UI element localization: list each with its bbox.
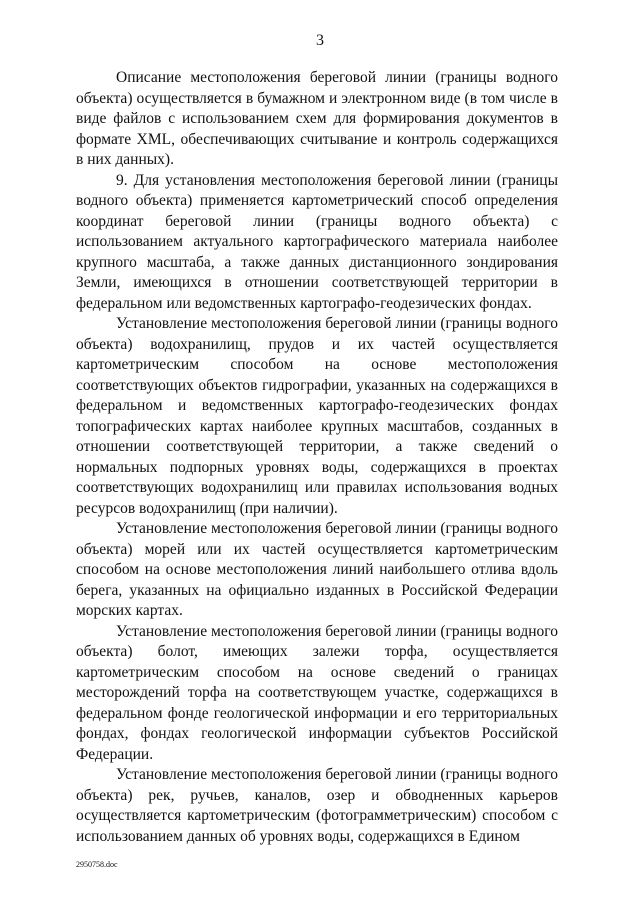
page-number: 3	[316, 32, 324, 49]
paragraph-rivers-lakes: Установление местоположения береговой линии (границы водного объекта) рек, ручьев, каналов, озер и обводненных карьеров осуществляется картометрическим (фотограмметрическим) способом с использованием данных об уровнях воды, содержащихся в Едином	[76, 766, 558, 845]
paragraph-reservoirs-ponds: Установление местоположения береговой линии (границы водного объекта) водохранилищ, прудов и их частей осуществляется картометрическим способом на основе местоположения соответствующих объектов гидрографии, указанных на содержащихся в федеральном и ведомственных картографо-геодезических фондах топографических картах наиболее крупных масштабов, созданных в отношении соответствующей территории, а также сведений о нормальных подпорных уровнях воды, содержащихся в проектах соответствующих водохранилищ или правилах использования водных ресурсов водохранилищ (при наличии).	[76, 315, 558, 517]
paragraph-seas: Установление местоположения береговой линии (границы водного объекта) морей или их частей осуществляется картометрическим способом на основе местоположения линий наибольшего отлива вдоль берега, указанных на официально изданных в Российской Федерации морских картах.	[76, 520, 558, 619]
document-body	[76, 68, 558, 847]
paragraph-swamps-peat: Установление местоположения береговой линии (границы водного объекта) болот, имеющих залежи торфа, осуществляется картометрическим способом на основе сведений о границах месторождений торфа на соответствующем участке, содержащихся в федеральном фонде геологической информации и его территориальных фондах, фондах геологической информации субъектов Российской Федерации.	[76, 622, 558, 763]
footer-filename: 2950758.doc	[76, 860, 118, 869]
paragraph-item-9-cartometric-method: 9. Для установления местоположения береговой линии (границы водного объекта) применяется картометрический способ определения координат береговой линии (границы водного объекта) с использованием актуального картографического материала наиболее крупного масштаба, а также данных дистанционного зондирования Земли, имеющихся в отношении соответствующей территории в федеральном или ведомственных картографо-геодезических фондах.	[76, 171, 558, 312]
paragraph-description-format: Описание местоположения береговой линии (границы водного объекта) осуществляется в бумажном и электронном виде (в том числе в виде файлов с использованием схем для формирования документов в формате XML, обеспечивающих считывание и контроль содержащихся в них данных).	[76, 69, 558, 168]
